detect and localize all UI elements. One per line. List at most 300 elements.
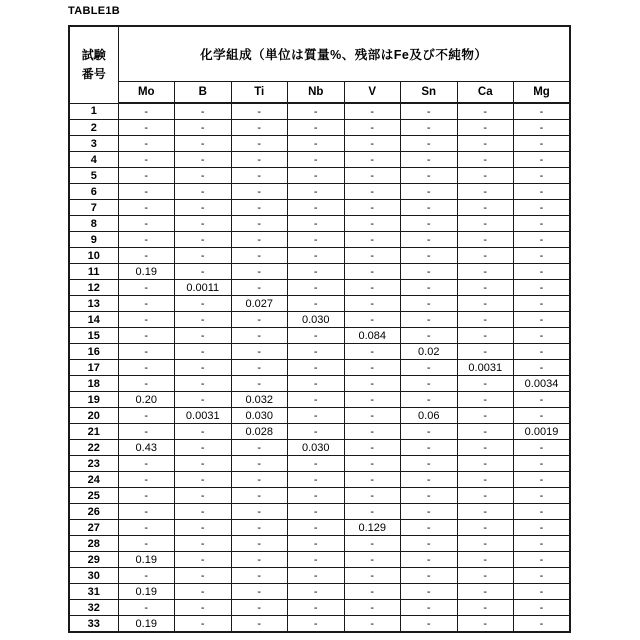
value-cell-mo: - [118, 328, 175, 344]
value-cell-ti: - [231, 312, 288, 328]
value-cell-v: - [344, 136, 401, 152]
value-cell-v: - [344, 456, 401, 472]
value-cell-mo: - [118, 248, 175, 264]
value-cell-mo: 0.19 [118, 616, 175, 633]
test-number-cell: 32 [69, 600, 118, 616]
value-cell-ca: - [457, 408, 514, 424]
test-number-cell: 33 [69, 616, 118, 633]
value-cell-mo: 0.20 [118, 392, 175, 408]
value-cell-sn: - [401, 584, 458, 600]
value-cell-nb: - [288, 616, 345, 633]
column-header-v: V [344, 82, 401, 104]
value-cell-mg: - [514, 136, 571, 152]
value-cell-ti: - [231, 616, 288, 633]
test-number-cell: 21 [69, 424, 118, 440]
value-cell-ti: - [231, 328, 288, 344]
value-cell-sn: - [401, 488, 458, 504]
value-cell-ti: - [231, 184, 288, 200]
value-cell-ti: - [231, 216, 288, 232]
value-cell-mo: - [118, 168, 175, 184]
test-number-header-line2: 番号 [81, 66, 106, 81]
value-cell-mo: - [118, 360, 175, 376]
value-cell-v: - [344, 200, 401, 216]
value-cell-mo: - [118, 296, 175, 312]
test-number-cell: 6 [69, 184, 118, 200]
value-cell-mo: - [118, 120, 175, 136]
value-cell-mo: - [118, 520, 175, 536]
value-cell-mg: - [514, 504, 571, 520]
value-cell-sn: - [401, 216, 458, 232]
value-cell-b: - [175, 152, 232, 168]
value-cell-b: - [175, 600, 232, 616]
table-row [69, 456, 570, 472]
table-row [69, 616, 570, 633]
test-number-cell: 29 [69, 552, 118, 568]
value-cell-ti: - [231, 152, 288, 168]
value-cell-b: - [175, 376, 232, 392]
test-number-cell: 16 [69, 344, 118, 360]
value-cell-ti: - [231, 376, 288, 392]
value-cell-v: - [344, 600, 401, 616]
table-row [69, 520, 570, 536]
column-header-ca: Ca [457, 82, 514, 104]
value-cell-b: - [175, 360, 232, 376]
value-cell-mg: - [514, 312, 571, 328]
value-cell-b: 0.0031 [175, 408, 232, 424]
value-cell-ca: - [457, 168, 514, 184]
value-cell-sn: - [401, 328, 458, 344]
table-row [69, 376, 570, 392]
value-cell-ca: - [457, 152, 514, 168]
table-row [69, 328, 570, 344]
value-cell-v: - [344, 152, 401, 168]
value-cell-nb: - [288, 296, 345, 312]
value-cell-mg: - [514, 488, 571, 504]
value-cell-nb: - [288, 200, 345, 216]
value-cell-mg: - [514, 216, 571, 232]
value-cell-mg: - [514, 280, 571, 296]
value-cell-sn: - [401, 440, 458, 456]
value-cell-ti: - [231, 584, 288, 600]
value-cell-v: - [344, 216, 401, 232]
value-cell-ca: - [457, 536, 514, 552]
value-cell-sn: 0.06 [401, 408, 458, 424]
value-cell-sn: - [401, 600, 458, 616]
table-row [69, 296, 570, 312]
test-number-cell: 23 [69, 456, 118, 472]
value-cell-nb: - [288, 168, 345, 184]
value-cell-mo: - [118, 216, 175, 232]
value-cell-b: - [175, 168, 232, 184]
value-cell-sn: - [401, 152, 458, 168]
value-cell-mg: - [514, 120, 571, 136]
table-row [69, 152, 570, 168]
value-cell-mg: - [514, 200, 571, 216]
value-cell-sn: - [401, 392, 458, 408]
value-cell-ca: - [457, 376, 514, 392]
table-row [69, 248, 570, 264]
value-cell-nb: - [288, 392, 345, 408]
table-row [69, 216, 570, 232]
value-cell-mo: 0.19 [118, 584, 175, 600]
value-cell-mo: - [118, 184, 175, 200]
value-cell-ti: 0.032 [231, 392, 288, 408]
value-cell-sn: - [401, 168, 458, 184]
value-cell-sn: - [401, 103, 458, 120]
value-cell-ca: - [457, 392, 514, 408]
value-cell-v: - [344, 232, 401, 248]
value-cell-mo: 0.43 [118, 440, 175, 456]
test-number-cell: 11 [69, 264, 118, 280]
value-cell-ti: - [231, 248, 288, 264]
value-cell-mg: - [514, 168, 571, 184]
value-cell-mo: - [118, 136, 175, 152]
value-cell-ti: - [231, 568, 288, 584]
test-number-cell: 20 [69, 408, 118, 424]
table-row [69, 200, 570, 216]
value-cell-sn: - [401, 456, 458, 472]
value-cell-nb: - [288, 328, 345, 344]
value-cell-b: - [175, 344, 232, 360]
value-cell-ca: - [457, 504, 514, 520]
value-cell-sn: - [401, 312, 458, 328]
value-cell-ti: - [231, 136, 288, 152]
value-cell-ti: - [231, 360, 288, 376]
test-number-cell: 30 [69, 568, 118, 584]
value-cell-b: - [175, 328, 232, 344]
value-cell-v: - [344, 488, 401, 504]
table-row [69, 440, 570, 456]
value-cell-sn: - [401, 120, 458, 136]
value-cell-nb: - [288, 248, 345, 264]
table-row [69, 552, 570, 568]
value-cell-ca: - [457, 600, 514, 616]
value-cell-sn: - [401, 520, 458, 536]
value-cell-sn: 0.02 [401, 344, 458, 360]
value-cell-b: - [175, 264, 232, 280]
value-cell-mg: - [514, 360, 571, 376]
value-cell-v: - [344, 424, 401, 440]
table-row [69, 568, 570, 584]
value-cell-v: - [344, 184, 401, 200]
value-cell-mg: - [514, 616, 571, 633]
test-number-cell: 1 [69, 103, 118, 120]
value-cell-v: 0.084 [344, 328, 401, 344]
value-cell-ti: - [231, 488, 288, 504]
column-header-mg: Mg [514, 82, 571, 104]
value-cell-mo: - [118, 103, 175, 120]
value-cell-b: - [175, 536, 232, 552]
value-cell-nb: - [288, 584, 345, 600]
test-number-cell: 5 [69, 168, 118, 184]
value-cell-mg: - [514, 472, 571, 488]
value-cell-mo: - [118, 488, 175, 504]
value-cell-mo: - [118, 376, 175, 392]
value-cell-b: - [175, 200, 232, 216]
table-row [69, 120, 570, 136]
value-cell-v: - [344, 280, 401, 296]
test-number-cell: 7 [69, 200, 118, 216]
value-cell-ca: - [457, 472, 514, 488]
value-cell-ca: - [457, 120, 514, 136]
value-cell-ti: 0.030 [231, 408, 288, 424]
table-row [69, 136, 570, 152]
value-cell-b: - [175, 424, 232, 440]
value-cell-nb: - [288, 520, 345, 536]
value-cell-b: - [175, 440, 232, 456]
value-cell-mg: - [514, 440, 571, 456]
value-cell-sn: - [401, 472, 458, 488]
test-number-cell: 25 [69, 488, 118, 504]
value-cell-ca: - [457, 296, 514, 312]
table-row [69, 472, 570, 488]
value-cell-mg: - [514, 600, 571, 616]
value-cell-ti: - [231, 600, 288, 616]
table-row [69, 424, 570, 440]
table-row [69, 344, 570, 360]
value-cell-ca: - [457, 184, 514, 200]
value-cell-sn: - [401, 232, 458, 248]
value-cell-mo: - [118, 456, 175, 472]
value-cell-ca: - [457, 440, 514, 456]
value-cell-mg: - [514, 520, 571, 536]
value-cell-v: - [344, 168, 401, 184]
table-row [69, 504, 570, 520]
value-cell-sn: - [401, 552, 458, 568]
value-cell-b: - [175, 488, 232, 504]
value-cell-b: - [175, 456, 232, 472]
value-cell-ti: - [231, 440, 288, 456]
value-cell-ti: - [231, 200, 288, 216]
column-header-b: B [175, 82, 232, 104]
value-cell-ti: 0.027 [231, 296, 288, 312]
value-cell-mg: - [514, 392, 571, 408]
value-cell-nb: - [288, 488, 345, 504]
value-cell-b: - [175, 232, 232, 248]
test-number-cell: 28 [69, 536, 118, 552]
value-cell-sn: - [401, 184, 458, 200]
value-cell-mg: - [514, 456, 571, 472]
value-cell-mg: 0.0019 [514, 424, 571, 440]
test-number-cell: 31 [69, 584, 118, 600]
value-cell-nb: - [288, 136, 345, 152]
value-cell-mg: - [514, 152, 571, 168]
value-cell-mo: - [118, 600, 175, 616]
test-number-cell: 9 [69, 232, 118, 248]
value-cell-ti: - [231, 472, 288, 488]
test-number-cell: 26 [69, 504, 118, 520]
chemical-composition-table [68, 25, 571, 633]
value-cell-ca: - [457, 216, 514, 232]
value-cell-v: - [344, 360, 401, 376]
value-cell-ti: - [231, 520, 288, 536]
table-row [69, 232, 570, 248]
value-cell-mo: - [118, 280, 175, 296]
table-row [69, 408, 570, 424]
column-header-mo: Mo [118, 82, 175, 104]
value-cell-b: - [175, 136, 232, 152]
value-cell-ti: 0.028 [231, 424, 288, 440]
value-cell-ca: - [457, 568, 514, 584]
value-cell-ca: - [457, 136, 514, 152]
value-cell-ca: - [457, 488, 514, 504]
value-cell-b: - [175, 552, 232, 568]
value-cell-mo: - [118, 568, 175, 584]
value-cell-mg: - [514, 248, 571, 264]
value-cell-mg: - [514, 296, 571, 312]
table-row [69, 488, 570, 504]
value-cell-v: 0.129 [344, 520, 401, 536]
table-body [69, 103, 570, 632]
value-cell-ca: - [457, 552, 514, 568]
test-number-header [69, 26, 118, 103]
value-cell-mo: - [118, 408, 175, 424]
value-cell-nb: - [288, 376, 345, 392]
test-number-cell: 4 [69, 152, 118, 168]
value-cell-ti: - [231, 103, 288, 120]
composition-group-header: 化学組成（単位は質量%、残部はFe及び不純物） [118, 26, 570, 82]
value-cell-ca: - [457, 328, 514, 344]
value-cell-mo: 0.19 [118, 264, 175, 280]
value-cell-nb: - [288, 184, 345, 200]
value-cell-sn: - [401, 568, 458, 584]
value-cell-b: - [175, 504, 232, 520]
value-cell-v: - [344, 248, 401, 264]
value-cell-v: - [344, 120, 401, 136]
value-cell-mg: - [514, 568, 571, 584]
value-cell-nb: - [288, 552, 345, 568]
value-cell-sn: - [401, 280, 458, 296]
value-cell-ca: - [457, 232, 514, 248]
table-row [69, 312, 570, 328]
value-cell-b: - [175, 103, 232, 120]
value-cell-mg: - [514, 552, 571, 568]
table-row [69, 280, 570, 296]
value-cell-b: - [175, 120, 232, 136]
table-row [69, 103, 570, 120]
value-cell-ti: - [231, 552, 288, 568]
value-cell-v: - [344, 264, 401, 280]
value-cell-ca: - [457, 584, 514, 600]
column-header-nb: Nb [288, 82, 345, 104]
value-cell-sn: - [401, 616, 458, 633]
value-cell-v: - [344, 536, 401, 552]
value-cell-ti: - [231, 536, 288, 552]
table-row [69, 264, 570, 280]
table-row [69, 168, 570, 184]
value-cell-nb: - [288, 424, 345, 440]
value-cell-b: - [175, 584, 232, 600]
value-cell-ca: 0.0031 [457, 360, 514, 376]
value-cell-b: - [175, 184, 232, 200]
value-cell-mg: - [514, 584, 571, 600]
value-cell-sn: - [401, 536, 458, 552]
value-cell-ca: - [457, 103, 514, 120]
value-cell-mo: - [118, 232, 175, 248]
test-number-cell: 15 [69, 328, 118, 344]
value-cell-nb: - [288, 536, 345, 552]
value-cell-v: - [344, 312, 401, 328]
value-cell-mo: - [118, 152, 175, 168]
value-cell-b: - [175, 392, 232, 408]
value-cell-b: - [175, 312, 232, 328]
value-cell-ca: - [457, 520, 514, 536]
value-cell-b: - [175, 520, 232, 536]
value-cell-v: - [344, 392, 401, 408]
column-header-ti: Ti [231, 82, 288, 104]
value-cell-ti: - [231, 280, 288, 296]
value-cell-v: - [344, 584, 401, 600]
value-cell-mo: - [118, 536, 175, 552]
value-cell-nb: - [288, 600, 345, 616]
value-cell-ca: - [457, 264, 514, 280]
test-number-cell: 8 [69, 216, 118, 232]
value-cell-mg: - [514, 344, 571, 360]
value-cell-sn: - [401, 360, 458, 376]
value-cell-nb: - [288, 120, 345, 136]
value-cell-nb: - [288, 504, 345, 520]
value-cell-mg: - [514, 232, 571, 248]
value-cell-nb: 0.030 [288, 440, 345, 456]
value-cell-v: - [344, 504, 401, 520]
value-cell-v: - [344, 296, 401, 312]
value-cell-nb: - [288, 232, 345, 248]
value-cell-v: - [344, 344, 401, 360]
test-number-cell: 17 [69, 360, 118, 376]
test-number-cell: 13 [69, 296, 118, 312]
test-number-cell: 27 [69, 520, 118, 536]
table-caption: TABLE1B [68, 5, 121, 17]
test-number-cell: 19 [69, 392, 118, 408]
value-cell-ca: - [457, 344, 514, 360]
value-cell-mo: - [118, 472, 175, 488]
value-cell-mg: - [514, 103, 571, 120]
value-cell-nb: - [288, 568, 345, 584]
value-cell-sn: - [401, 504, 458, 520]
column-header-sn: Sn [401, 82, 458, 104]
value-cell-b: - [175, 616, 232, 633]
value-cell-mg: - [514, 264, 571, 280]
value-cell-ca: - [457, 424, 514, 440]
value-cell-ca: - [457, 456, 514, 472]
value-cell-sn: - [401, 376, 458, 392]
value-cell-v: - [344, 103, 401, 120]
value-cell-mg: - [514, 408, 571, 424]
value-cell-nb: - [288, 152, 345, 168]
value-cell-v: - [344, 472, 401, 488]
value-cell-b: - [175, 216, 232, 232]
value-cell-ti: - [231, 264, 288, 280]
value-cell-nb: - [288, 360, 345, 376]
test-number-cell: 14 [69, 312, 118, 328]
test-number-cell: 22 [69, 440, 118, 456]
value-cell-b: - [175, 296, 232, 312]
value-cell-ti: - [231, 232, 288, 248]
table-row [69, 584, 570, 600]
value-cell-nb: - [288, 264, 345, 280]
test-number-cell: 18 [69, 376, 118, 392]
value-cell-nb: - [288, 103, 345, 120]
value-cell-mg: 0.0034 [514, 376, 571, 392]
value-cell-sn: - [401, 296, 458, 312]
value-cell-v: - [344, 440, 401, 456]
value-cell-mg: - [514, 328, 571, 344]
test-number-cell: 3 [69, 136, 118, 152]
value-cell-b: - [175, 568, 232, 584]
value-cell-ti: - [231, 344, 288, 360]
value-cell-v: - [344, 408, 401, 424]
value-cell-mg: - [514, 536, 571, 552]
